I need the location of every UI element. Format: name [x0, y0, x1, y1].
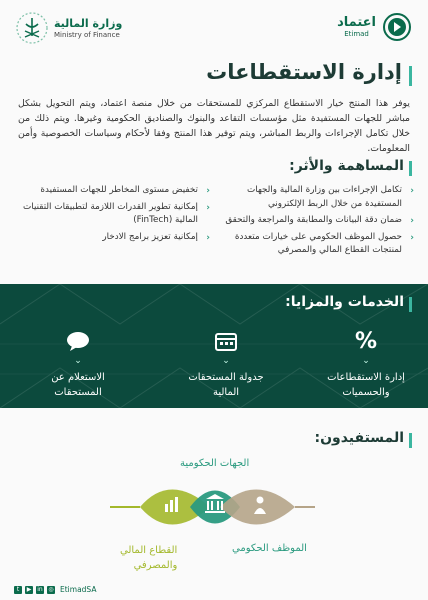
chevron-down-icon: ⌄ [74, 356, 82, 366]
header [0, 0, 428, 58]
beneficiary-gov-label: الجهات الحكومية [180, 458, 250, 469]
impact-item: ‹ تخفيض مستوى المخاطر للجهات المستفيدة [14, 184, 210, 198]
service-label: جدولة المستحقات المالية [188, 372, 264, 398]
beneficiaries-heading: المستفيدون: [314, 430, 404, 446]
chevron-left-icon: ‹ [410, 216, 414, 226]
twitter-icon[interactable]: t [14, 586, 22, 594]
impact-item: ‹ إمكانية تطوير القدرات اللازمة لتطبيقات التقنيات المالية (FinTech) [23, 201, 210, 225]
percent-icon: % [354, 328, 378, 354]
chat-bubble-icon [28, 328, 128, 354]
impact-item: ‹ حصول الموظف الحكومي على خيارات متعددة لمنتجات القطاع المالي والمصرفي [234, 231, 414, 255]
beneficiary-finance-label: القطاع المالي والمصرفي [120, 545, 178, 571]
services-heading: الخدمات والمزايا: [285, 294, 404, 310]
mof-logo-en: Ministry of Finance [54, 30, 120, 39]
etimad-logo-en: Etimad [344, 30, 369, 38]
service-label: الاستعلام عن المستحقات [51, 372, 105, 398]
chevron-down-icon: ⌄ [222, 356, 230, 366]
service-item [28, 328, 128, 400]
title-accent-bar [409, 66, 412, 86]
mof-logo [14, 10, 122, 46]
impact-section [14, 184, 414, 284]
etimad-logo-icon [382, 12, 412, 42]
service-item [176, 328, 276, 400]
impact-item: ‹ تكامل الإجراءات بين وزارة المالية والجهات المستفيدة من خلال الربط الإلكتروني [246, 185, 414, 209]
impact-list-right [218, 184, 414, 261]
service-label: إدارة الاستقطاعات والحسميات [327, 372, 405, 398]
chevron-left-icon: ‹ [206, 202, 210, 213]
instagram-icon[interactable]: ◎ [48, 585, 54, 593]
chevron-left-icon: ‹ [410, 232, 414, 243]
page-title: إدارة الاستقطاعات [206, 60, 402, 84]
mof-logo-ar: وزارة المالية [54, 16, 123, 30]
etimad-logo-ar: اعتماد [337, 15, 376, 30]
service-item [316, 328, 416, 400]
chevron-down-icon: ⌄ [362, 356, 370, 366]
beneficiary-employee-label: الموظف الحكومي [232, 543, 307, 554]
chevron-left-icon: ‹ [410, 186, 414, 196]
impact-heading: المساهمة والأثر: [289, 158, 404, 174]
youtube-icon[interactable]: ▶ [26, 585, 32, 593]
chevron-left-icon: ‹ [206, 186, 210, 196]
impact-item: ‹ ضمان دقة البيانات والمطابقة والمراجعة والتحقق [218, 214, 414, 228]
intro-paragraph: يوفر هذا المنتج خيار الاستقطاع المركزي للمستحقات من خلال منصة اعتماد، ويتم التحويل بشكل مباشر للجهات المستفيدة مثل مؤسسات التقاعد والبنوك والصناديق الحكومية وغيرها. ويتم ذلك من خلال تكامل الإجراءات والربط المباشر، ويتم توفير هذا المنتج وفقا لأحكام وسياسات الخصوصية وأمن المعلومات. [18, 98, 410, 154]
linkedin-icon[interactable]: in [37, 585, 43, 593]
calendar-icon [176, 328, 276, 354]
services-band [0, 284, 428, 408]
etimad-logo [337, 12, 412, 42]
impact-list-left [14, 184, 210, 247]
social-handle[interactable]: EtimadSA [60, 585, 97, 594]
social-footer [14, 585, 96, 594]
impact-item: ‹ إمكانية تعزيز برامج الادخار [14, 231, 210, 245]
saudi-emblem-icon [14, 10, 50, 46]
chevron-left-icon: ‹ [206, 232, 210, 243]
